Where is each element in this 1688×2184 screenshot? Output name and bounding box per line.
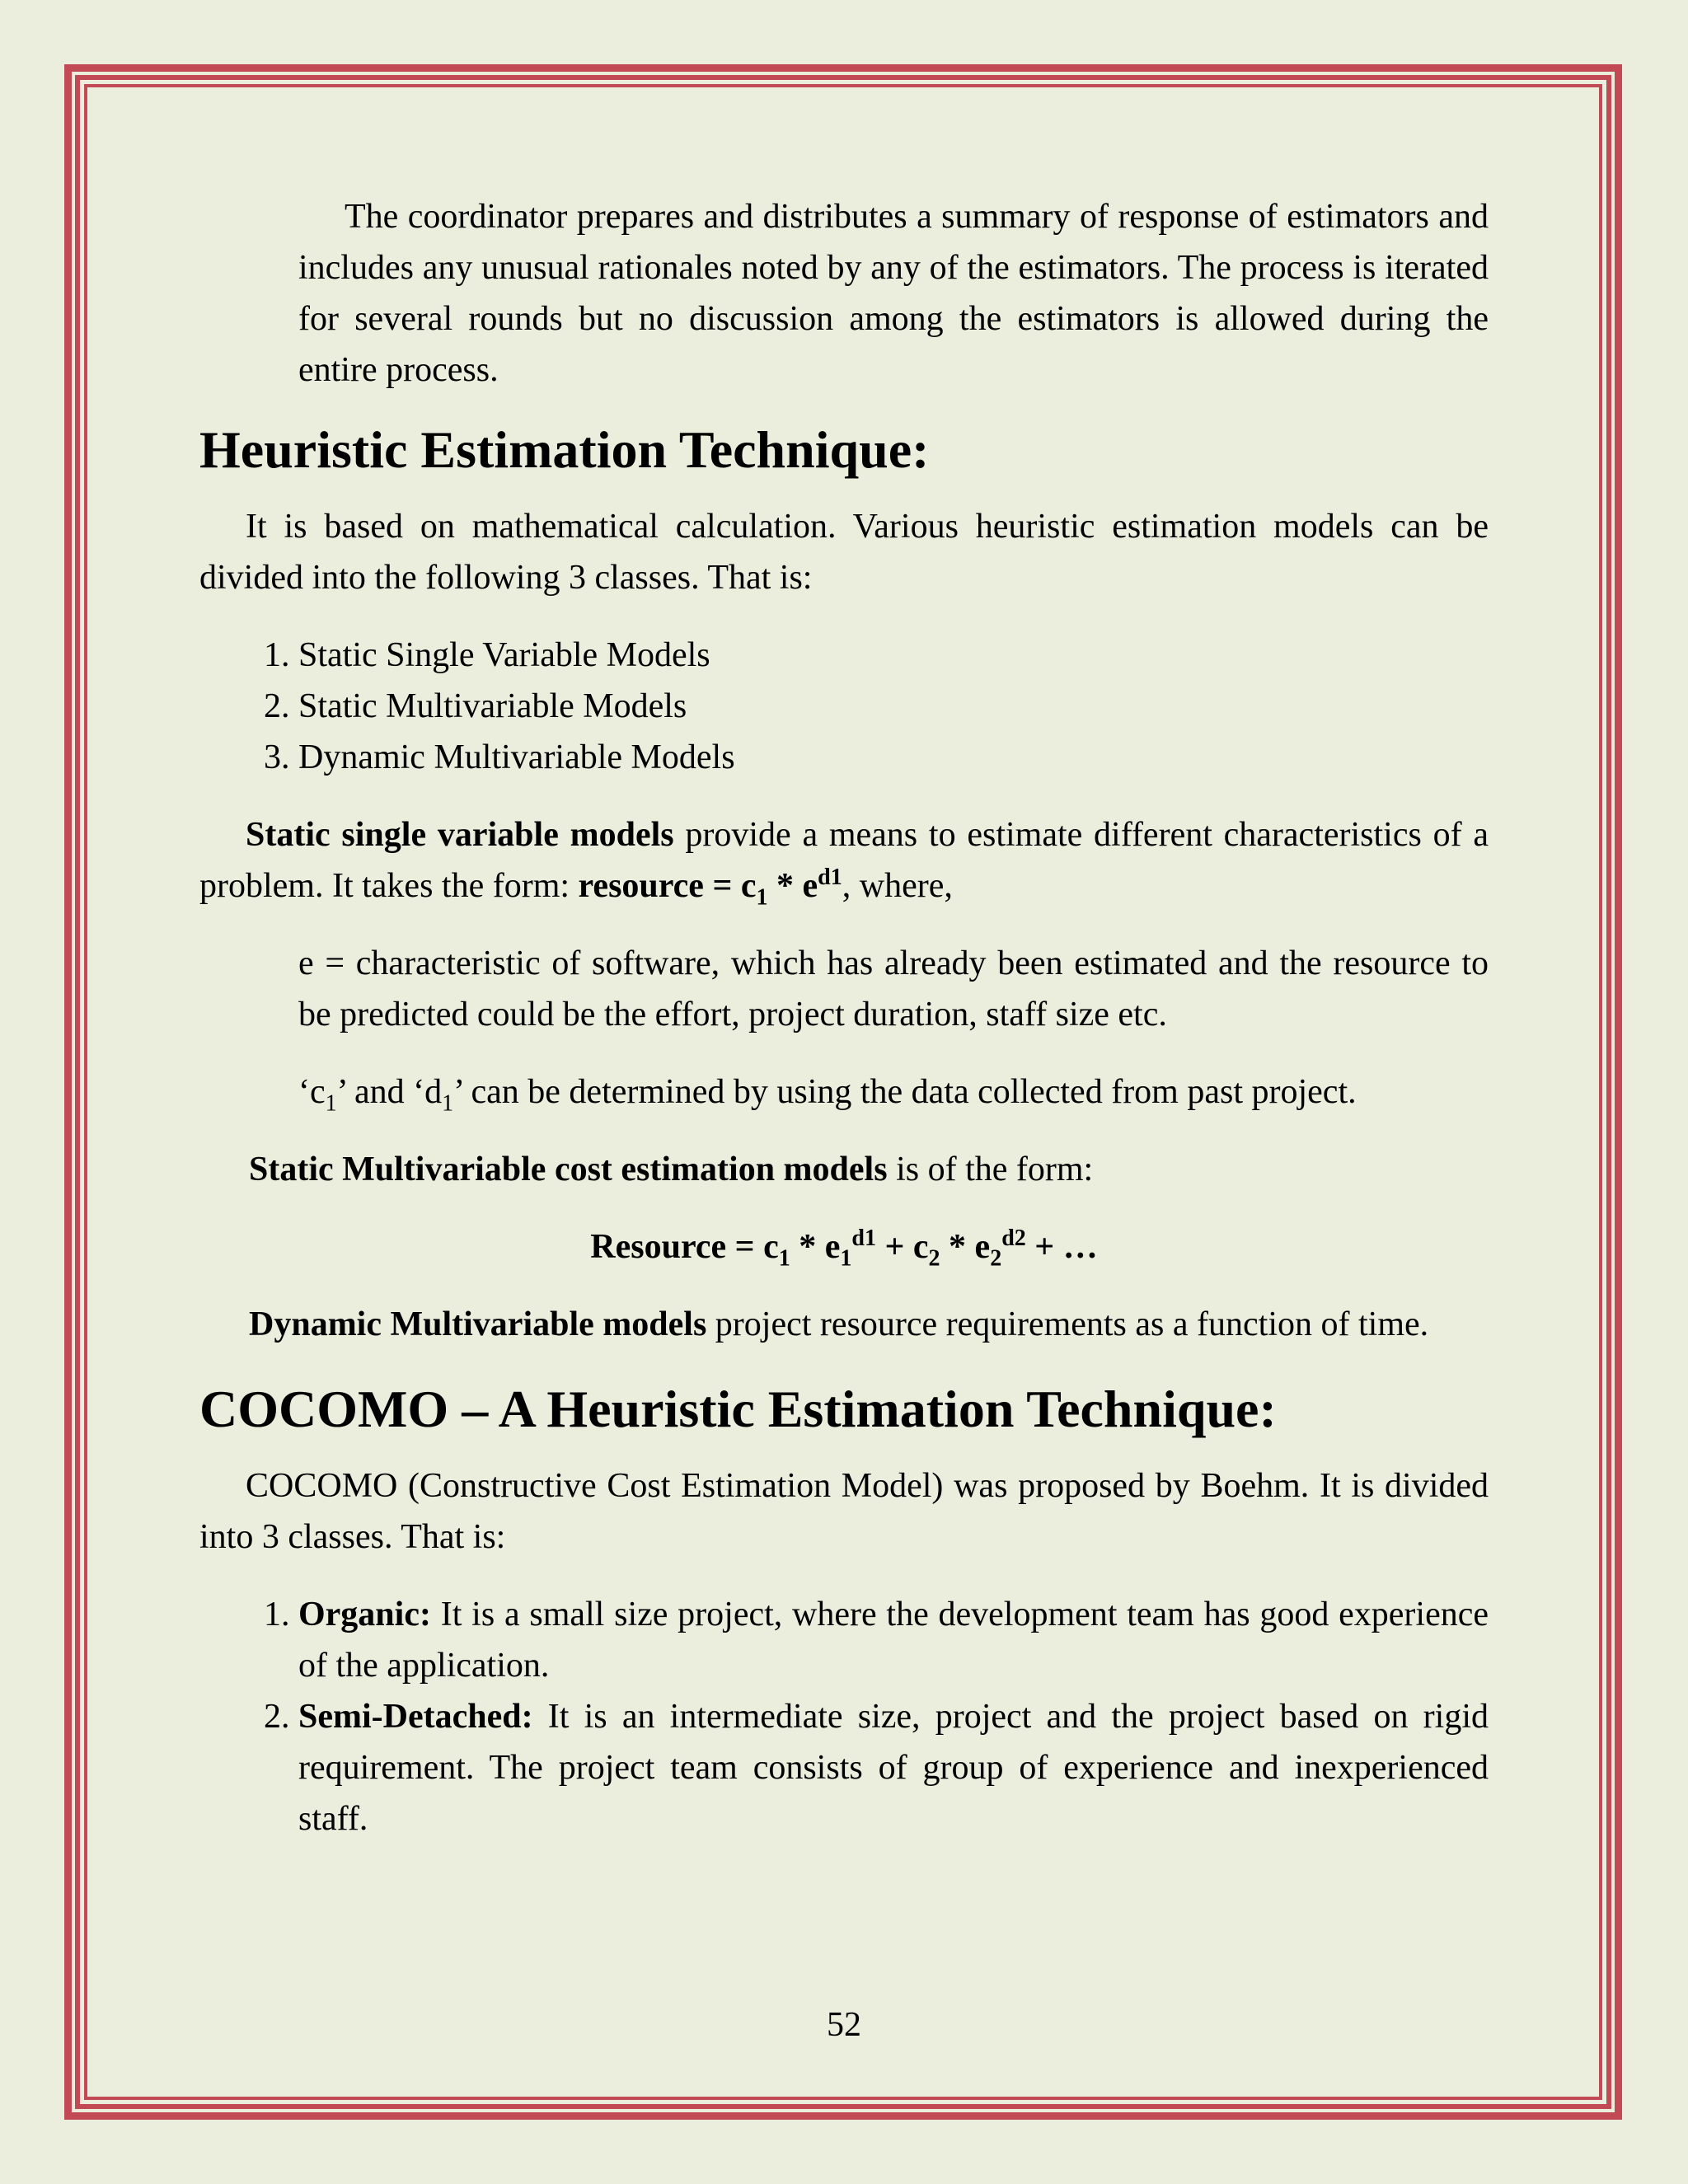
dynamic-multi-paragraph: Dynamic Multivariable models project resource requirements as a function of time. [249,1305,1429,1343]
term-dynamic-multi: Dynamic Multivariable models [249,1305,707,1343]
heuristic-paragraph: It is based on mathematical calculation. Various heuristic estimation models can be divided into the following 3 classes. That is: [199,508,1489,597]
formula-single: resource = $c_1 * e^{d1}$ [578,865,842,911]
c-d-definition: ‘$c_1$’ and ‘$d_1$’ can be determined by using the data collected from past project. [298,1073,1357,1117]
list-item: 2. Semi-Detached: It is an intermediate size, project and the project based on rigid requirement. The project team consists of group of experience and inexperienced staff. [298,1691,1489,1844]
heading-heuristic: Heuristic Estimation Technique: [199,420,930,479]
list-item: 3. Dynamic Multivariable Models [298,732,1489,783]
heuristic-classes-list [199,630,1489,783]
heading-cocomo: COCOMO – A Heuristic Estimation Technique: [199,1380,1277,1438]
term-static-multi: Static Multivariable cost estimation models [249,1151,888,1188]
intro-paragraph: The coordinator prepares and distributes a summary of response of estimators and includes any unusual rationales noted by any of the estimators. The process is iterated for several rounds but no discussion among the estimators is allowed during the entire process. [298,198,1489,389]
list-item: 1. Organic: It is a small size project, where the development team has good experience of the application. [298,1589,1489,1691]
page-number: 52 [827,2006,861,2044]
cocomo-classes-list [199,1589,1489,1844]
list-item: 2. Static Multivariable Models [298,681,1489,732]
list-item: 1. Static Single Variable Models [298,630,1489,681]
page-content [199,191,1489,1844]
e-definition: e = characteristic of software, which has already been estimated and the resource to be predicted could be the effort, project duration, staff size etc. [298,944,1489,1033]
formula-multi: Resource = $c_1 * e_1^{d1} + c_2 * e_2^{d2}$ + … [590,1226,1098,1272]
term-static-single: Static single variable models [246,816,674,854]
static-multi-paragraph: Static Multivariable cost estimation models is of the form: [249,1151,1094,1188]
static-single-paragraph: Static single variable models provide a means to estimate different characteristics of a problem. It takes the form: resource = $c_1 * e^{d1}$, where, [199,816,1489,911]
cocomo-paragraph: COCOMO (Constructive Cost Estimation Model) was proposed by Boehm. It is divided into 3 classes. That is: [199,1467,1489,1556]
